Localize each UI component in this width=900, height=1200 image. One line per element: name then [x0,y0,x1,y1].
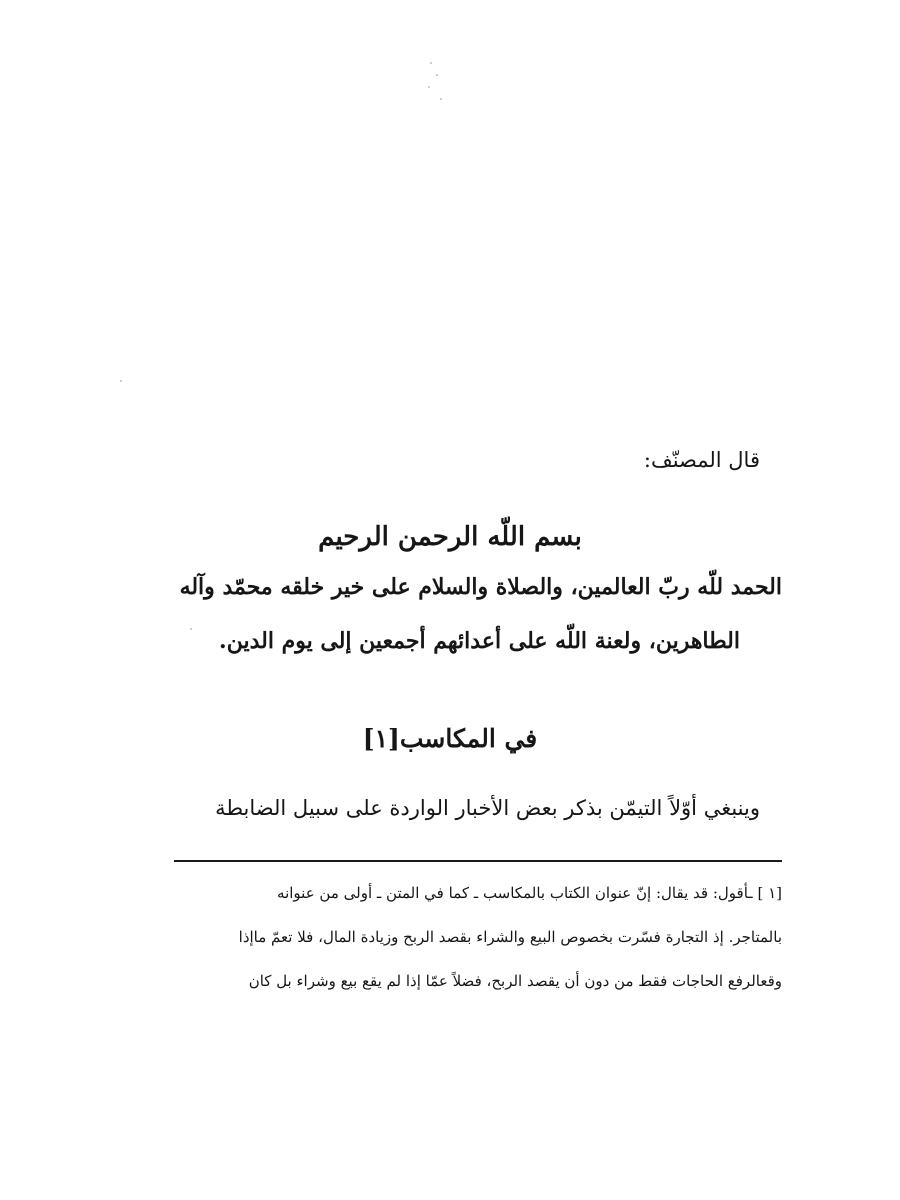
body-text-line: وينبغي أوّلاً التيمّن بذكر بعض الأخبار الواردة على سبيل الضابطة [215,796,760,820]
scan-speck [430,62,432,64]
scan-speck [190,628,192,630]
basmala-heading: بسم اللّه الرحمن الرحيم [318,522,582,552]
scan-speck [440,98,442,100]
footnote-line-2: بالمتاجر. إذ التجارة فسّرت بخصوص البيع والشراء بقصد الربح وزيادة المال، فلا تعمّ ماإذا [238,928,782,946]
scan-speck [436,74,438,76]
author-intro: قال المصنّف: [643,448,760,472]
chapter-heading: في المكاسب[١] [362,724,538,753]
footnote-line-1: [١ ] ـأقول: قد يقال: إنّ عنوان الكتاب بالمكاسب ـ كما في المتن ـ أولى من عنوانه [277,884,782,902]
scan-speck [428,86,430,88]
praise-line-2: الطاهرين، ولعنة اللّه على أعدائهم أجمعين إلى يوم الدين. [219,628,740,654]
scan-speck [120,380,122,382]
praise-line-1: الحمد للّه ربّ العالمين، والصلاة والسلام على خير خلقه محمّد وآله [179,574,782,600]
footnote-line-3: وقعالرفع الحاجات فقط من دون أن يقصد الربح، فضلاً عمّا إذا لم يقع بيع وشراء بل كان [248,972,782,990]
footnote-divider [174,860,782,862]
